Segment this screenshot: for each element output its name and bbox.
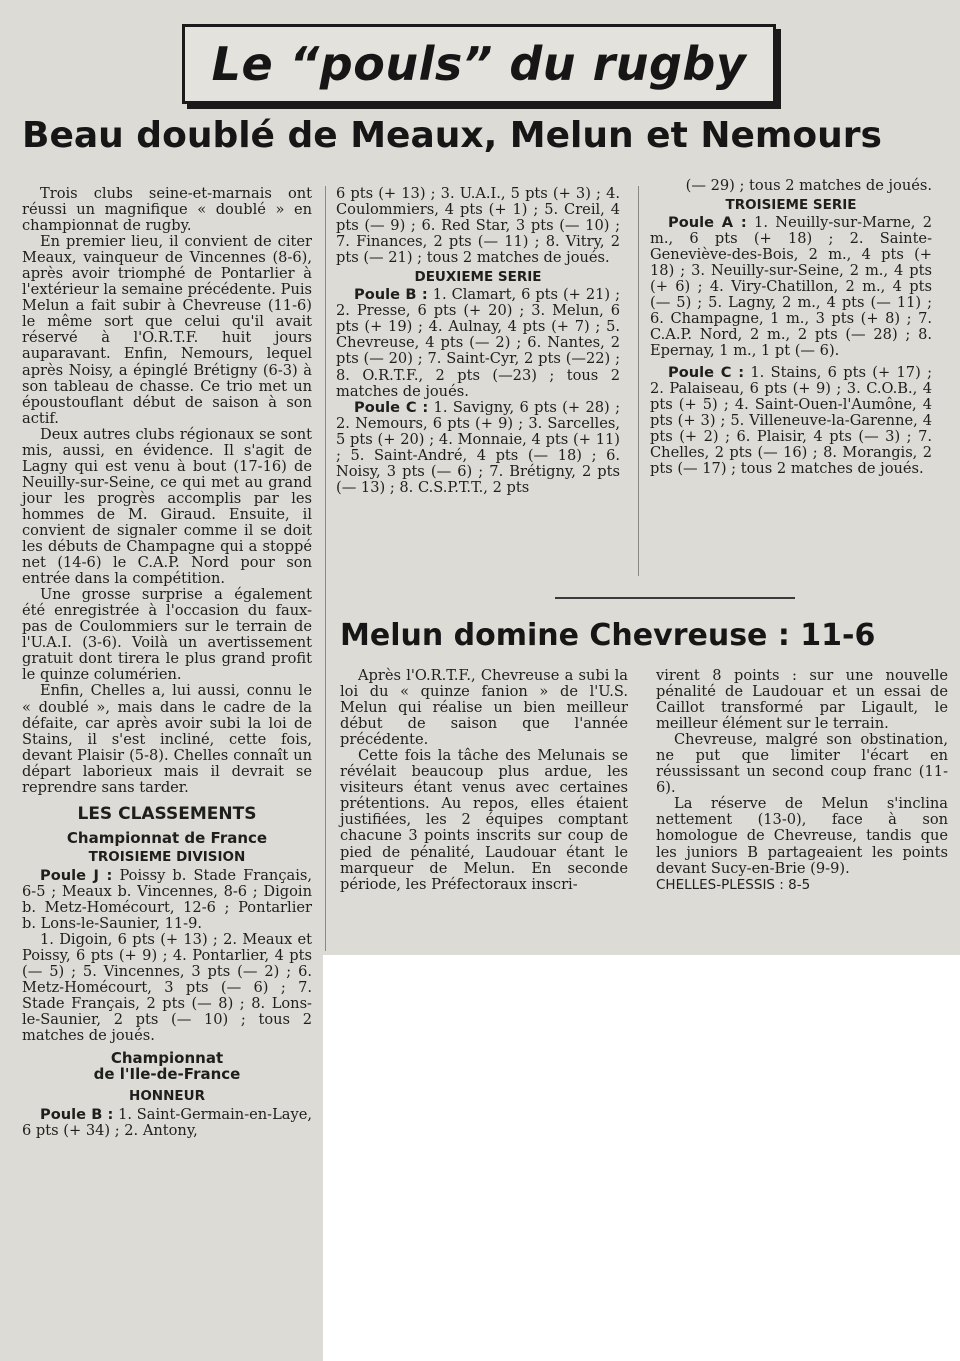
poule-label: Poule A :	[668, 214, 747, 232]
section-title: Le “pouls” du rugby	[211, 37, 747, 91]
column-divider	[325, 186, 326, 951]
results-text: 1. Stains, 6 pts (+ 17) ; 2. Palaiseau, 6 pts (+ 9) ; 3. C.O.B., 4 pts (+ 5) ; 4. Saint-Ouen-l'Aumône, 4 pts (+ 3) ; 5. Villeneuve-la-Garenne, 4 pts (+ 2) ; 6. Plaisir, 4 pts (— 3) ; 7. Chelles, 2 pts (— 16) ; 8. Morangis, 2 pts (— 17) ; tous 2 matches de joués.	[650, 363, 932, 477]
poule-label: Poule B :	[40, 1105, 114, 1123]
results-text: 6 pts (+ 13) ; 3. U.A.I., 5 pts (+ 3) ; 4. Coulommiers, 4 pts (+ 1) ; 5. Creil, 4 pts (— 9) ; 6. Red Star, 3 pts (— 10) ; 7. Finances, 2 pts (— 11) ; 8. Vitry, 2 pts (— 21) ; tous 2 matches de joués.	[336, 185, 620, 267]
poule-results: Poissy b. Stade Français, 6-5 ; Meaux b. Vincennes, 8-6 ; Digoin b. Metz-Homécourt, 12-6 ; Pontarlier b. Lons-le-Saunier, 11-9.	[22, 866, 312, 933]
section-title-box	[182, 24, 776, 104]
results-text: 1. Savigny, 6 pts (+ 28) ; 2. Nemours, 6 pts (+ 9) ; 3. Sarcelles, 5 pts (+ 20) ; 4. Monnaie, 4 pts (+ 11) ; 5. Saint-André, 4 pts (— 18) ; 6. Noisy, 3 pts (— 6) ; 7. Brétigny, 2 pts (— 13) ; 8. C.S.P.T.T., 2 pts	[336, 398, 621, 496]
melun-column-a	[340, 668, 628, 893]
melun-signoff: CHELLES-PLESSIS : 8-5	[656, 876, 811, 893]
champ-france-heading: Championnat de France	[66, 828, 268, 847]
melun-paragraph: virent 8 points : sur une nouvelle pénalité de Laudouar et un essai de Caillot transformé par Ligault, le meilleur élément sur le terrain.	[656, 667, 948, 733]
troisieme-serie-heading: TROISIEME SERIE	[725, 197, 857, 214]
poule-label: Poule J :	[40, 866, 113, 884]
melun-headline: Melun domine Chevreuse : 11-6	[340, 618, 876, 653]
champ-idf-heading: Championnat	[110, 1049, 224, 1068]
results-text: (— 29) ; tous 2 matches de joués.	[685, 177, 932, 194]
poule-label: Poule B :	[354, 286, 428, 304]
honneur-heading: HONNEUR	[129, 1087, 205, 1104]
results-text: 1. Neuilly-sur-Marne, 2 m., 6 pts (+ 18) ; 2. Sainte-Geneviève-des-Bois, 2 m., 4 pts (+ 18) ; 3. Neuilly-sur-Seine, 2 m., 4 pts (+ 6) ; 4. Viry-Chatillon, 2 m., 4 pts (— 5) ; 5. Lagny, 2 m., 4 pts (— 11) ; 6. Champagne, 1 m., 3 pts (+ 8) ; 7. C.A.P. Nord, 2 m., 2 pts (— 28) ; 8. Epernay, 1 m., 1 pt (— 6).	[650, 214, 933, 360]
intro-paragraph: Enfin, Chelles a, lui aussi, connu le « doublé », mais dans le cadre de la défaite, car après avoir subi la loi de Stains, il s'est incliné, cette fois, devant Plaisir (5-8). Chelles connaît un départ laborieux mais il devrait se reprendre sans tarder.	[22, 682, 312, 796]
melun-paragraph: Cette fois la tâche des Melunais se révélait beaucoup plus ardue, les visiteurs étant venus avec certaines prétentions. Au repos, elles étaient justifiées, les 2 équipes comptant chacune 3 points inscrits sur coup de pied de pénalité, Laudouar étant le marqueur de Melun. En seconde période, les Préfectoraux inscri-	[340, 747, 628, 893]
results-text: 1. Clamart, 6 pts (+ 21) ; 2. Presse, 6 pts (+ 20) ; 3. Melun, 6 pts (+ 19) ; 4. Aulnay, 4 pts (+ 7) ; 5. Chevreuse, 4 pts (— 2) ; 6. Nantes, 2 pts (— 20) ; 7. Saint-Cyr, 2 pts (—22) ; 8. O.R.T.F., 2 pts (—23) ; tous 2 matches de joués.	[336, 286, 620, 400]
division-heading: TROISIEME DIVISION	[88, 848, 246, 865]
poule-label: Poule C :	[668, 363, 745, 381]
melun-column-b	[656, 668, 948, 893]
intro-paragraph: Une grosse surprise a également été enregistrée à l'occasion du faux-pas de Coulommiers sur le terrain de l'U.A.I. (3-6). Voilà un avertissement gratuit dont tirera le plus grand profit le quinze columérien.	[22, 586, 312, 684]
intro-paragraph: Trois clubs seine-et-marnais ont réussi un magnifique « doublé » en championnat de rugby.	[22, 185, 312, 235]
section-divider	[555, 597, 795, 599]
melun-paragraph: Après l'O.R.T.F., Chevreuse a subi la loi du « quinze fanion » de l'U.S. Melun qui réalise un bien meilleur début de saison que l'année précédente.	[340, 667, 628, 749]
intro-column	[22, 186, 312, 1139]
melun-paragraph: Chevreuse, malgré son obstination, ne put que limiter l'écart en réussissant un second coup franc (11-6).	[656, 731, 948, 797]
intro-paragraph: En premier lieu, il convient de citer Meaux, vainqueur de Vincennes (8-6), après avoir triomphé de Pontarlier à l'extérieur la semaine précédente. Puis Melun a fait subir à Chevreuse (11-6) le même sort que celui qu'il avait réservé à l'O.R.T.F. huit jours auparavant. Enfin, Nemours, lequel après Noisy, a épinglé Brétigny (6-3) à son tableau de chasse. Ce trio met un époustouflant début de saison à son actif.	[22, 233, 312, 427]
poule-table: 1. Digoin, 6 pts (+ 13) ; 2. Meaux et Poissy, 6 pts (+ 9) ; 4. Pontarlier, 4 pts (— 5) ; 5. Vincennes, 3 pts (— 2) ; 6. Metz-Homécourt, 3 pts (— 6) ; 7. Stade Français, 2 pts (— 8) ; 8. Lons-le-Saunier, 2 pts (— 10) ; tous 2 matches de joués.	[22, 931, 312, 1045]
champ-idf-heading-2: de l'Ile-de-France	[93, 1065, 241, 1084]
deuxieme-serie-heading: DEUXIEME SERIE	[414, 269, 542, 286]
melun-paragraph: La réserve de Melun s'inclina nettement (13-0), face à son homologue de Chevreuse, tandis que les juniors B partageaient les points devant Sucy-en-Brie (9-9).	[656, 795, 948, 877]
intro-paragraph: Deux autres clubs régionaux se sont mis, aussi, en évidence. Il s'agit de Lagny qui est venu à bout (17-16) de Neuilly-sur-Seine, ce qui met au grand jour les progrès accomplis par les hommes de M. Giraud. Ensuite, il convient de signaler comme il se doit les débuts de Champagne qui a stoppé net (14-6) le C.A.P. Nord pour son entrée dans la compétition.	[22, 425, 312, 588]
column-divider	[638, 186, 639, 576]
results-column-2	[336, 186, 620, 496]
results-column-3	[650, 178, 932, 477]
classements-heading: LES CLASSEMENTS	[77, 803, 257, 824]
poule-label: Poule C :	[354, 398, 429, 416]
main-headline: Beau doublé de Meaux, Melun et Nemours	[22, 115, 882, 156]
poule-table: 1. Saint-Germain-en-Laye, 6 pts (+ 34) ; 2. Antony,	[22, 1105, 313, 1139]
